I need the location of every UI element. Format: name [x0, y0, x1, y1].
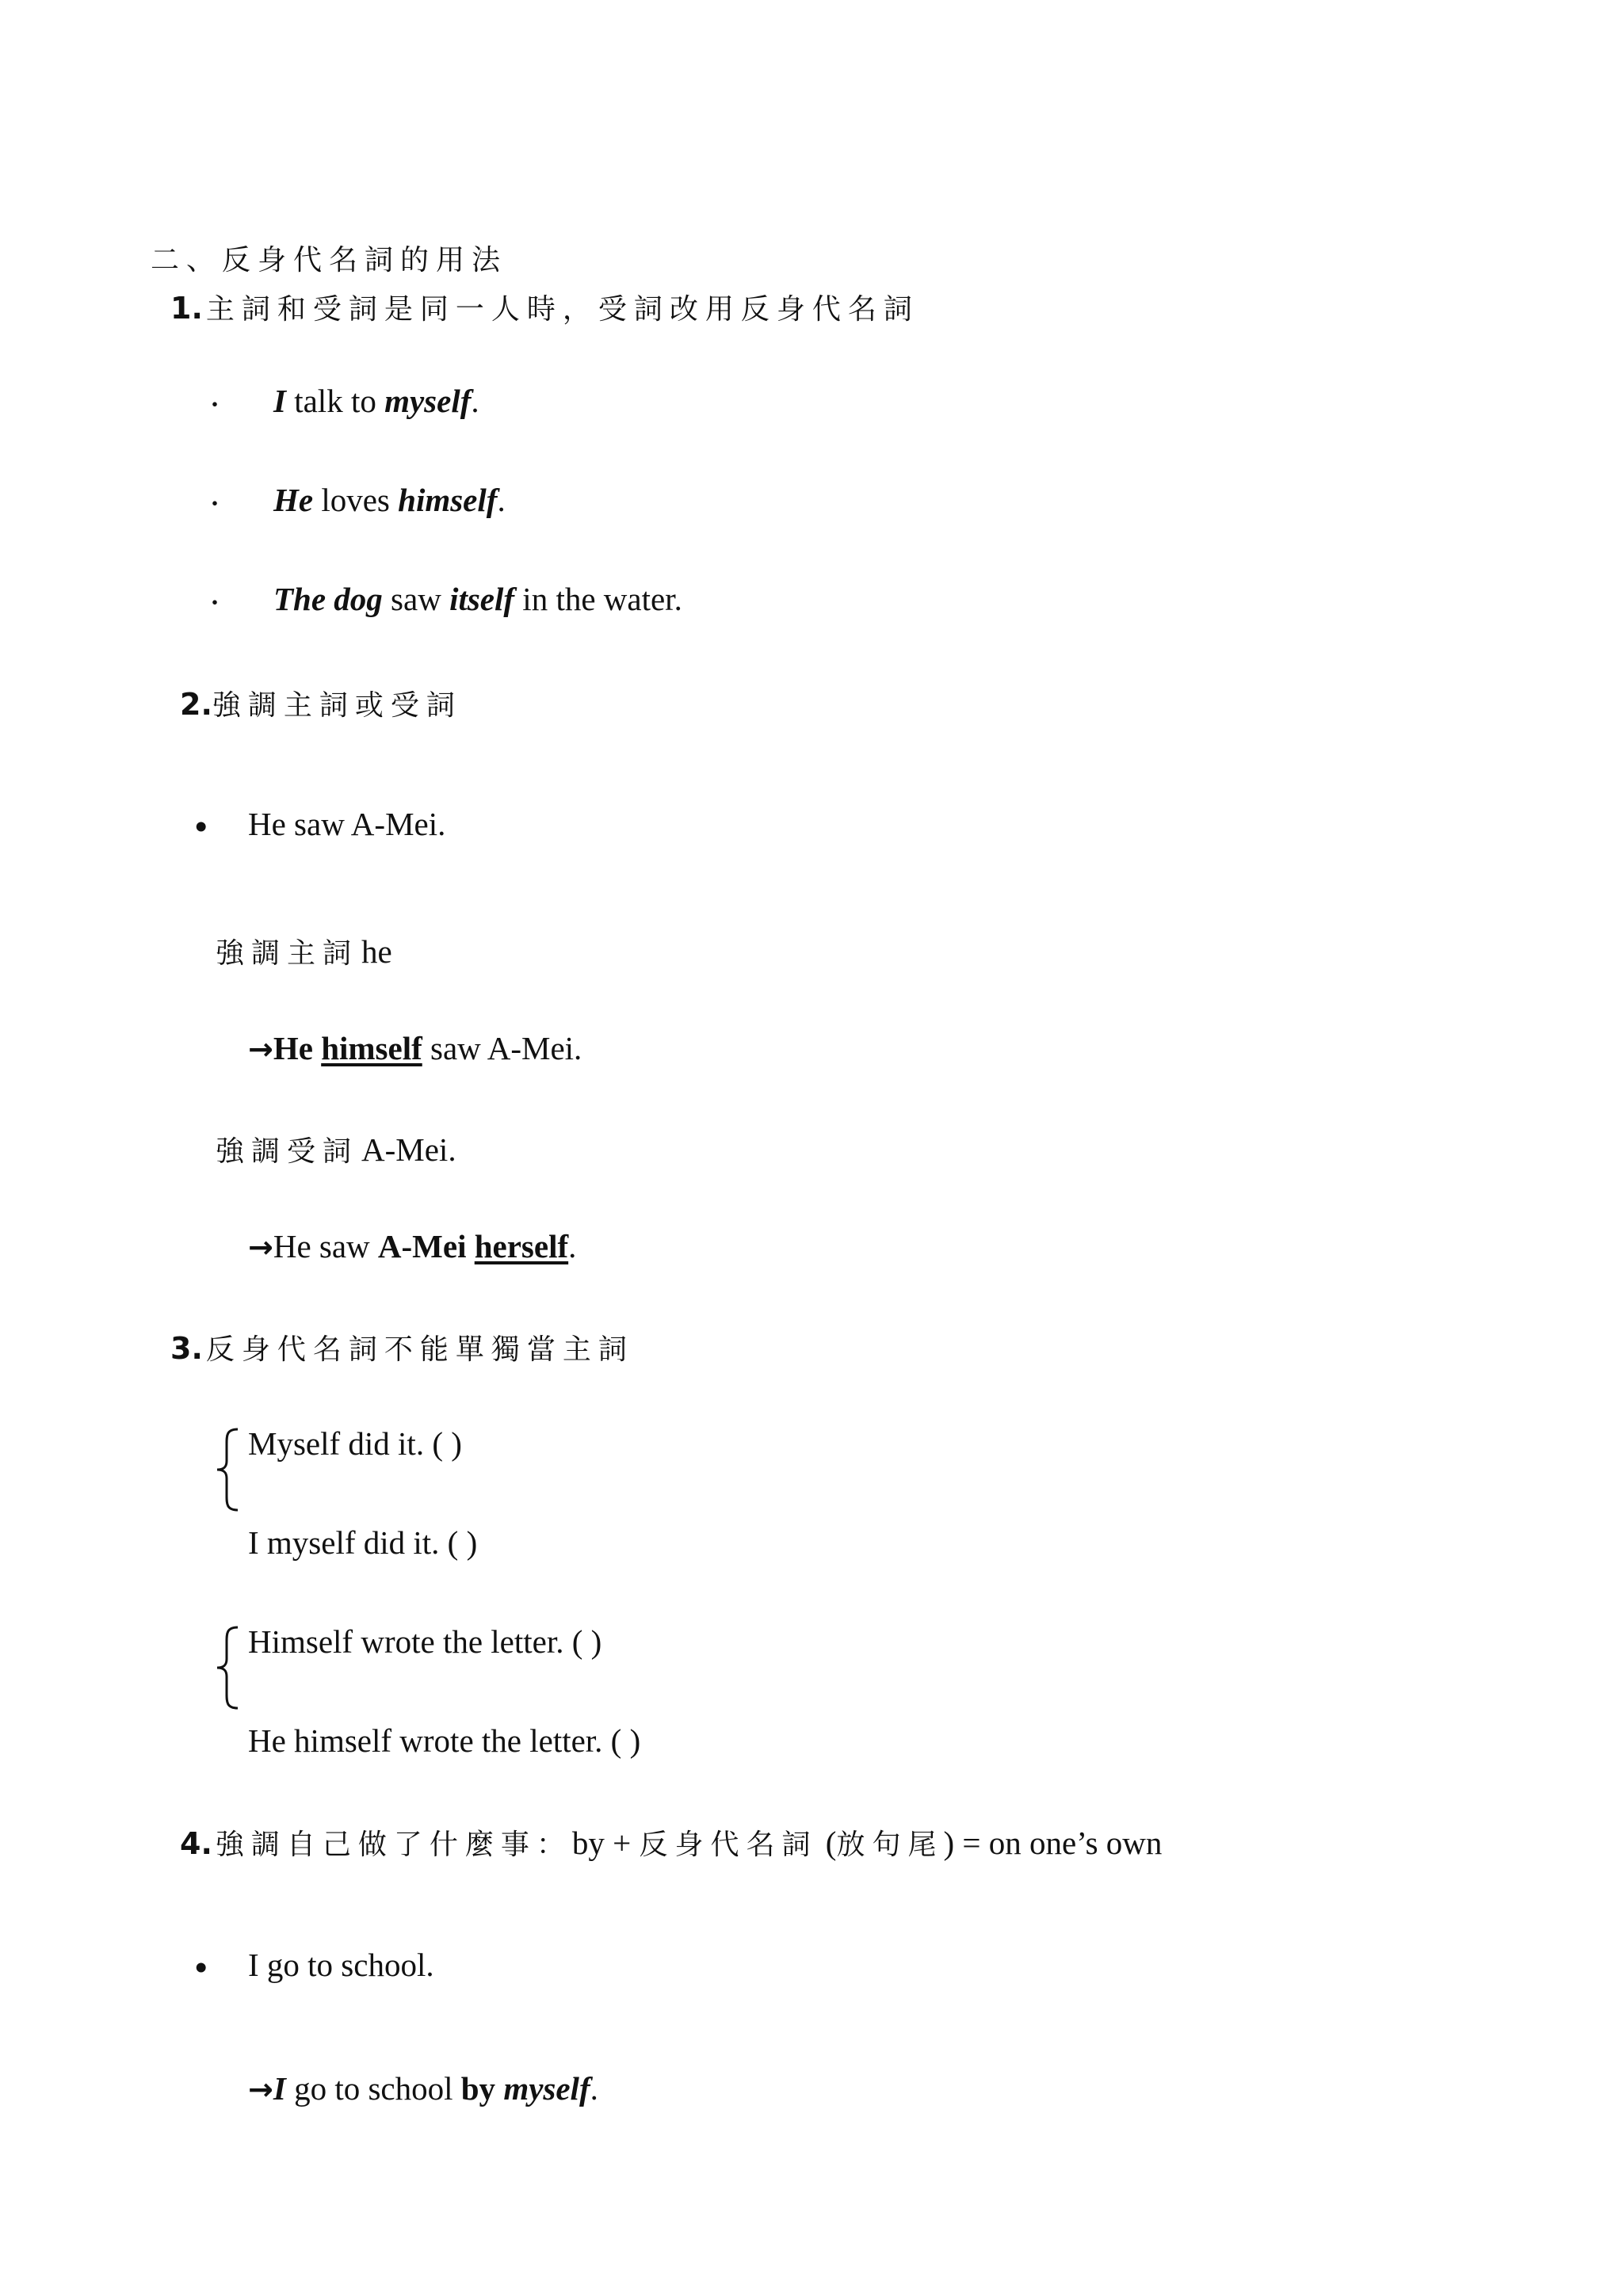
rule-2-number: 2.: [180, 687, 212, 722]
rule-4-formula-e: ) = on one’s own: [943, 1825, 1163, 1861]
result-reflexive: himself: [321, 1030, 422, 1066]
section-title: 二、反身代名詞的用法: [151, 244, 508, 277]
result-end: .: [590, 2070, 598, 2107]
example-reflexive: myself: [384, 383, 472, 419]
example-reflexive: himself: [398, 482, 498, 518]
example-end: in the water.: [514, 581, 682, 617]
rule-3-wrong-2: Himself wrote the letter. ( ): [248, 1623, 602, 1660]
rule-4-number: 4.: [180, 1826, 212, 1861]
rule-4-text: 強調自己做了什麼事：: [215, 1829, 572, 1861]
example-end: .: [497, 482, 506, 518]
arrow-right-icon: →: [248, 1230, 273, 1264]
rule-3-right-1: I myself did it. ( ): [248, 1524, 478, 1561]
bullet-icon: ・: [203, 492, 227, 518]
emphasize-object-word: A-Mei.: [361, 1131, 456, 1168]
rule-4-heading: [180, 1822, 1162, 1863]
example-verb: saw: [382, 581, 450, 617]
example-reflexive: itself: [449, 581, 515, 617]
example-subject: The dog: [273, 581, 383, 617]
rule-1-text: 主詞和受詞是同一人時，受詞改用反身代名詞: [205, 293, 919, 326]
result-rest: saw A-Mei.: [422, 1030, 582, 1066]
result-reflexive: herself: [474, 1228, 569, 1264]
arrow-right-icon: →: [248, 2072, 273, 2107]
arrow-right-icon: →: [248, 1032, 273, 1066]
rule-2-heading: [180, 683, 462, 723]
rule-3-wrong-1: Myself did it. ( ): [248, 1425, 462, 1462]
bullet-icon: •: [195, 807, 208, 846]
result-pre: He saw: [273, 1228, 378, 1264]
rule-2-result-1: [248, 1029, 582, 1067]
example-verb: loves: [313, 482, 399, 518]
emphasize-subject-label: 強調主詞: [216, 937, 359, 970]
rule-4-example: I go to school.: [248, 1947, 434, 1983]
rule-3-text: 反身代名詞不能單獨當主詞: [205, 1333, 634, 1366]
bullet-icon: ・: [203, 393, 227, 419]
emphasize-object-line: [216, 1129, 456, 1169]
result-by: by: [460, 2070, 496, 2107]
rule-1-heading: [170, 287, 919, 327]
example-subject: He: [273, 482, 314, 518]
result-verb: go to school: [285, 2070, 461, 2107]
rule-3-number: 3.: [170, 1331, 203, 1366]
bullet-icon: •: [195, 1948, 208, 1987]
rule-1-number: 1.: [170, 291, 203, 326]
example-subject: I: [273, 383, 286, 419]
rule-3-heading: [170, 1327, 634, 1367]
emphasize-subject-word: he: [361, 933, 392, 970]
rule-3-right-2: He himself wrote the letter. ( ): [248, 1722, 641, 1759]
result-subject: He: [273, 1030, 313, 1066]
rule-2-text: 強調主詞或受詞: [212, 689, 462, 722]
rule-2-example: He saw A-Mei.: [248, 806, 446, 842]
rule-2-result-2: [248, 1227, 576, 1265]
emphasize-object-label: 強調受詞: [216, 1135, 359, 1168]
rule-4-formula-a: by +: [571, 1825, 640, 1861]
brace-icon: [212, 1624, 244, 1711]
result-reflexive: myself: [503, 2070, 590, 2107]
result-object: A-Mei: [377, 1228, 467, 1264]
emphasize-subject-line: [216, 931, 392, 971]
brace-icon: [212, 1426, 244, 1513]
example-end: .: [471, 383, 479, 419]
rule-1-example-3: [273, 580, 682, 618]
rule-4-formula-b: 反身代名詞: [639, 1829, 818, 1861]
rule-4-formula-c: (: [817, 1825, 837, 1861]
result-subject: I: [273, 2070, 286, 2107]
result-end: .: [568, 1228, 577, 1264]
bullet-icon: ・: [203, 591, 227, 617]
rule-1-example-1: [273, 382, 479, 420]
rule-4-result: [248, 2069, 598, 2107]
rule-4-formula-d: 放句尾: [836, 1829, 944, 1861]
rule-1-example-2: [273, 481, 506, 519]
example-verb: talk to: [285, 383, 385, 419]
